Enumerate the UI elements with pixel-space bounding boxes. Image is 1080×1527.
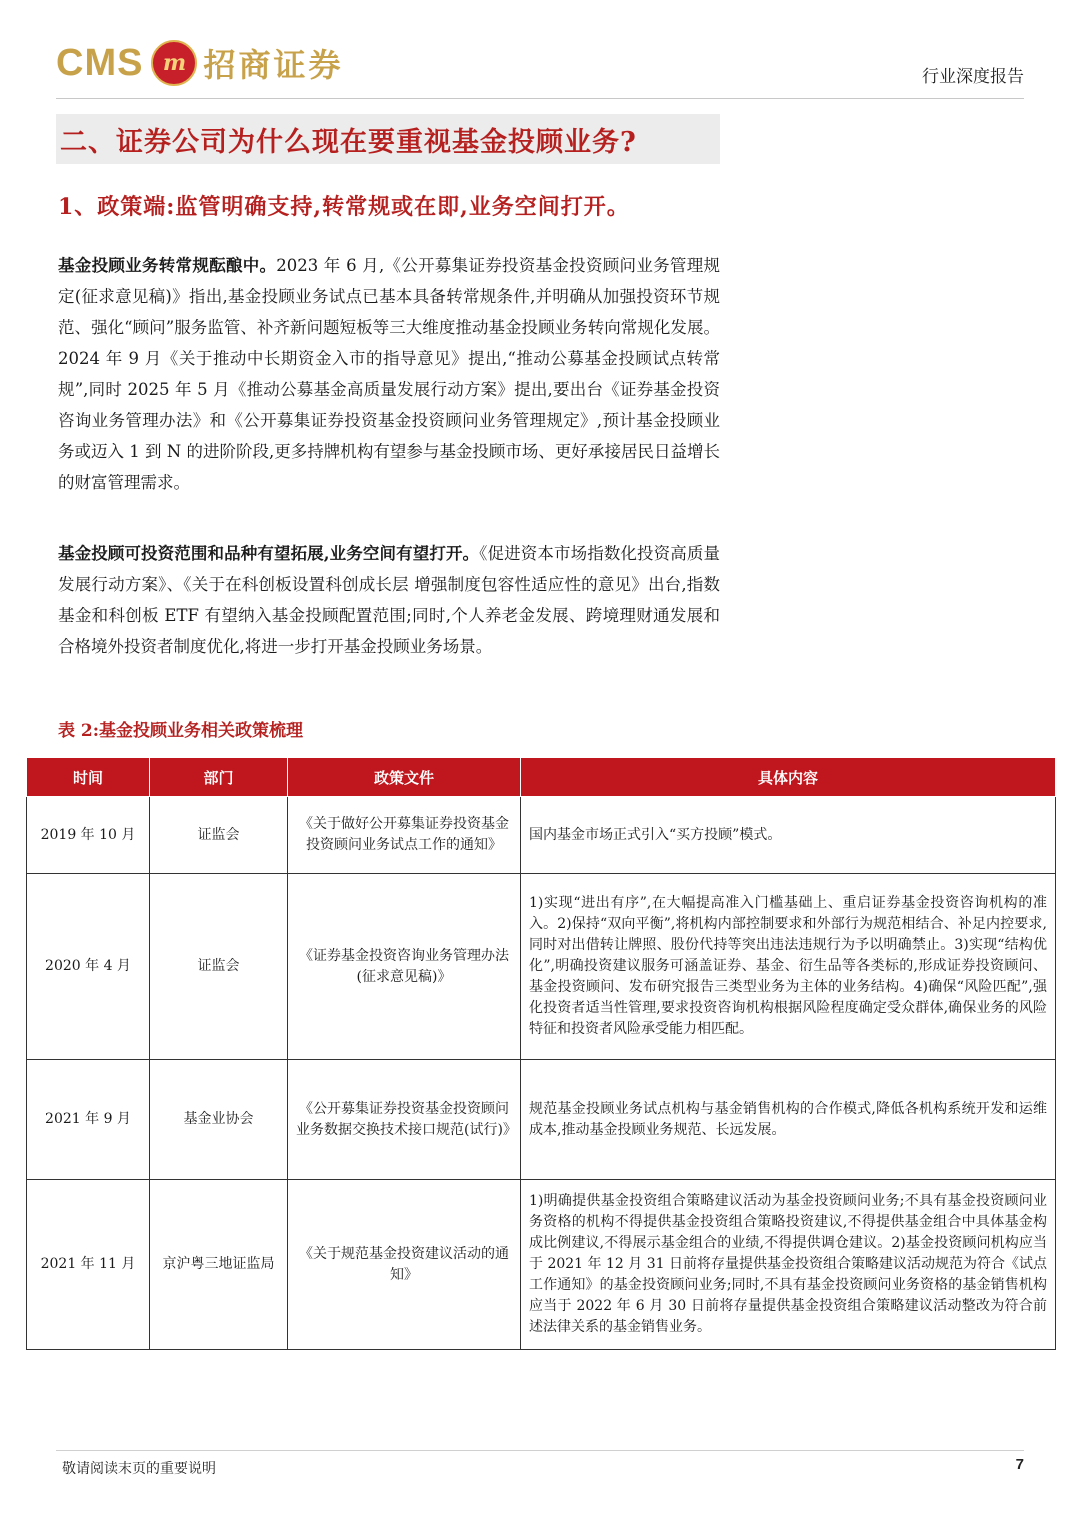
table-row [27,1060,1056,1180]
policy-table [26,757,1056,1350]
cell-dept: 京沪粤三地证监局 [150,1180,288,1350]
cell-time: 2021 年 11 月 [27,1180,150,1350]
page-number: 7 [1015,1456,1024,1473]
footer-divider [56,1450,1024,1451]
cell-time: 2021 年 9 月 [27,1060,150,1180]
logo-text-en: CMS [56,41,144,84]
page-header [56,38,1024,99]
paragraph-1-lead: 基金投顾业务转常规酝酿中。 [58,256,277,275]
section-title-box [56,114,720,164]
paragraph-2-lead: 基金投顾可投资范围和品种有望拓展,业务空间有望打开。 [58,544,480,563]
cell-doc: 《证券基金投资咨询业务管理办法(征求意见稿)》 [288,874,521,1060]
table-header-row [27,758,1056,797]
logo-text-cn: 招商证券 [203,46,344,84]
cell-content: 1)实现“进出有序”,在大幅提高准入门槛基础上、重启证券基金投资咨询机构的准入。2)保持“双向平衡”,将机构内部控制要求和外部行为规范相结合、补足内控要求,同时对出借转让牌照、股份代持等突出违法违规行为予以明确禁止。3)实现“结构优化”,明确投资建议服务可涵盖证券、基金、衍生品等各类标的,形成证券投资顾问、基金投资顾问、发布研究报告三类型业务为主体的业务结构。4)确保“风险匹配”,强化投资者适当性管理,要求投资咨询机构根据风险程度确定受众群体,确保业务的风险特征和投资者风险承受能力相匹配。 [521,874,1056,1060]
paragraph-1-body: 2023 年 6 月,《公开募集证券投资基金投资顾问业务管理规定(征求意见稿)》指出,基金投顾业务试点已基本具备转常规条件,并明确从加强投资环节规范、强化“顾问”服务监管、补齐新问题短板等三大维度推动基金投顾业务转向常规化发展。2024 年 9 月《关于推动中长期资金入市的指导意见》提出,“推动公募基金投顾试点转常规”,同时 2025 年 5 月《推动公募基金高质量发展行动方案》提出,要出台《证券基金投资咨询业务管理办法》和《公开募集证券投资基金投资顾问业务管理规定》,预计基金投顾业务或迈入 1 到 N 的进阶阶段,更多持牌机构有望参与基金投顾市场、更好承接居民日益增长的财富管理需求。 [58,256,721,492]
table-row [27,1180,1056,1350]
cell-content: 国内基金市场正式引入“买方投顾”模式。 [521,797,1056,874]
cell-dept: 证监会 [150,874,288,1060]
footer-note: 敬请阅读末页的重要说明 [62,1461,216,1477]
cell-time: 2019 年 10 月 [27,797,150,874]
cell-dept: 基金业协会 [150,1060,288,1180]
cell-content: 1)明确提供基金投资组合策略建议活动为基金投资顾问业务;不具有基金投资顾问业务资格的机构不得提供基金投资组合策略投资建议,不得提供基金组合中具体基金构成比例建议,不得展示基金组合的业绩,不得提供调仓建议。2)基金投资顾问机构应当于 2021 年 12 月 31 日前将存量提供基金投资组合策略建议活动规范为符合《试点工作通知》的基金投资顾问业务;同时,不具有基金投资顾问业务资格的基金销售机构应当于 2022 年 6 月 30 日前将存量提供基金投资组合策略建议活动整改为符合前述法律关系的基金销售业务。 [521,1180,1056,1350]
paragraph-1 [58,250,720,498]
table-caption: 表 2:基金投顾业务相关政策梳理 [58,721,304,741]
table-row [27,797,1056,874]
cell-dept: 证监会 [150,797,288,874]
paragraph-2-body: 《促进资本市场指数化投资高质量发展行动方案》、《关于在科创板设置科创成长层 增强制度包容性适应性的意见》出台,指数基金和科创板 ETF 有望纳入基金投顾配置范围;同时,个人养老金发展、跨境理财通发展和合格境外投资者制度优化,将进一步打开基金投顾业务场景。 [58,544,720,656]
header-doc: 政策文件 [288,758,521,797]
header-content: 具体内容 [521,758,1056,797]
sub-section-title: 1、政策端:监管明确支持,转常规或在即,业务空间打开。 [58,194,630,220]
section-title: 二、证券公司为什么现在要重视基金投顾业务? [60,126,637,158]
cell-doc: 《关于规范基金投资建议活动的通知》 [288,1180,521,1350]
paragraph-2 [58,538,720,662]
cms-logo [56,38,343,88]
table-row [27,874,1056,1060]
header-dept: 部门 [150,758,288,797]
cell-doc: 《公开募集证券投资基金投资顾问业务数据交换技术接口规范(试行)》 [288,1060,521,1180]
cell-time: 2020 年 4 月 [27,874,150,1060]
report-type-label: 行业深度报告 [922,67,1024,87]
logo-emblem-icon: m [151,40,197,86]
cell-content: 规范基金投顾业务试点机构与基金销售机构的合作模式,降低各机构系统开发和运维成本,推动基金投顾业务规范、长远发展。 [521,1060,1056,1180]
cell-doc: 《关于做好公开募集证券投资基金投资顾问业务试点工作的通知》 [288,797,521,874]
header-time: 时间 [27,758,150,797]
